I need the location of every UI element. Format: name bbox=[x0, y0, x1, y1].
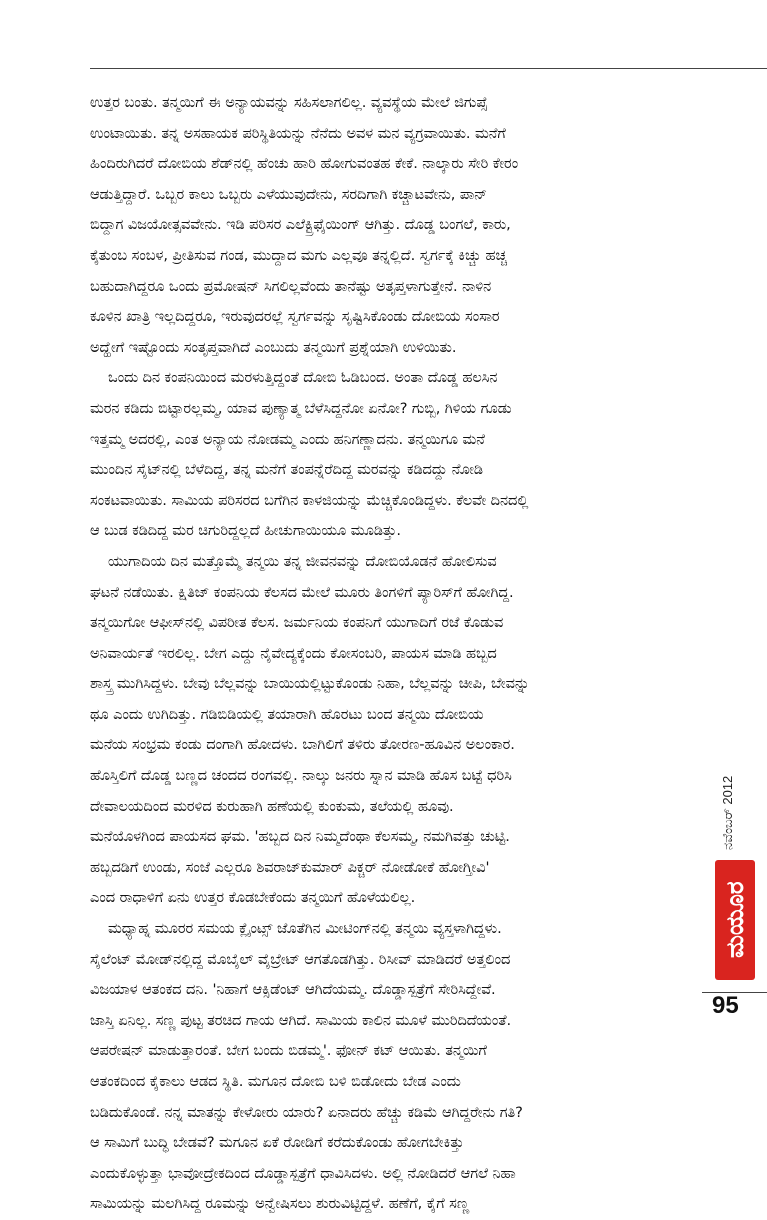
text-line: ಮರನ ಕಡಿದು ಬಿಟ್ಟಾರಲ್ಲಮ್ಮ, ಯಾವ ಪುಣ್ಯಾತ್ಮ ಬೆಳೆಸಿದ್ದನೋ ಏನೋ? ಗುಬ್ಬಿ, ಗಿಳಿಯ ಗೂಡು bbox=[90, 399, 512, 417]
text-line: ದೇವಾಲಯದಿಂದ ಮರಳಿದ ಕುರುಹಾಗಿ ಹಣೆಯಲ್ಲಿ ಕುಂಕುಮ, ತಲೆಯಲ್ಲಿ ಹೂವು. bbox=[90, 797, 454, 815]
sidebar-brand bbox=[715, 730, 755, 985]
text-line: ಉತ್ತರ ಬಂತು. ತನ್ಮಯಿಗೆ ಈ ಅನ್ಯಾಯವನ್ನು ಸಹಿಸಲಾಗಲಿಲ್ಲ. ವ್ಯವಸ್ಥೆಯ ಮೇಲೆ ಜಿಗುಪ್ಸೆ bbox=[90, 94, 488, 111]
text-line: ಬಹುದಾಗಿದ್ದರೂ ಒಂದು ಪ್ರಮೋಷನ್ ಸಿಗಲಿಲ್ಲವೆಂದು ತಾನೆಷ್ಟು ಅತೃಪ್ತಳಾಗುತ್ತೇನೆ. ನಾಳಿನ bbox=[90, 277, 492, 295]
text-line: ಥೂ ಎಂದು ಉಗಿದಿತ್ತು. ಗಡಿಬಿಡಿಯಲ್ಲಿ ತಯಾರಾಗಿ ಹೊರಟು ಬಂದ ತನ್ಮಯಿ ದೋಬಿಯ bbox=[90, 705, 484, 723]
text-line: ಆ ಬುಡ ಕಡಿದಿದ್ದ ಮರ ಚಿಗುರಿದ್ದಲ್ಲದೆ ಹೀಚುಗಾಯಿಯೂ ಮೂಡಿತ್ತು. bbox=[90, 522, 401, 540]
text-line: ಸೈಲೆಂಟ್ ಮೋಡ್‌ನಲ್ಲಿದ್ದ ಮೊಬೈಲ್ ವೈಬ್ರೇಟ್ ಆಗತೊಡಗಿತ್ತು. ರಿಸೀವ್ ಮಾಡಿದರೆ ಅತ್ತಲಿಂದ bbox=[90, 950, 511, 968]
text-line: ವಿಜಯಾಳ ಆತಂಕದ ದನಿ. 'ನಿಹಾಗೆ ಆಕ್ಸಿಡೆಂಟ್ ಆಗಿದೆಯಮ್ಮ. ದೊಡ್ಡಾಸ್ಪತ್ರೆಗೆ ಸೇರಿಸಿದ್ದೇವೆ. bbox=[90, 981, 496, 999]
text-line: ಜಾಸ್ತಿ ಏನಿಲ್ಲ. ಸಣ್ಣ ಪುಟ್ಟ ತರಚಿದ ಗಾಯ ಆಗಿದೆ. ಸಾಮಿಯ ಕಾಲಿನ ಮೂಳೆ ಮುರಿದಿದೆಯಂತೆ. bbox=[90, 1011, 512, 1029]
text-line: ಎಂದ ರಾಧಾಳಿಗೆ ಏನು ಉತ್ತರ ಕೊಡಬೇಕೆಂದು ತನ್ಮಯಿಗೆ ಹೊಳೆಯಲಿಲ್ಲ. bbox=[90, 889, 416, 907]
text-line: ಬಿದ್ದಾಗ ವಿಜಯೋತ್ಸವವೇನು. ಇಡಿ ಪರಿಸರ ಎಲೆಕ್ಟ್ರಿಫೈಯಿಂಗ್ ಆಗಿತ್ತು. ದೊಡ್ಡ ಬಂಗಲೆ, ಕಾರು, bbox=[90, 216, 511, 234]
text-line: ಮುಂದಿನ ಸೈಟ್‌ನಲ್ಲಿ ಬೆಳೆದಿದ್ದ, ತನ್ನ ಮನೆಗೆ ತಂಪನ್ನೆರೆದಿದ್ದ ಮರವನ್ನು ಕಡಿದದ್ದು ನೋಡಿ bbox=[90, 461, 483, 479]
text-line: ಕೂಳಿನ ಖಾತ್ರಿ ಇಲ್ಲದಿದ್ದರೂ, ಇರುವುದರಲ್ಲೆ ಸ್ವರ್ಗವನ್ನು ಸೃಷ್ಟಿಸಿಕೊಂಡು ದೋಬಿಯ ಸಂಸಾರ bbox=[90, 308, 500, 326]
text-line: ಆಪರೇಷನ್ ಮಾಡುತ್ತಾರಂತೆ. ಬೇಗ ಬಂದು ಬಿಡಮ್ಮ'. ಫೋನ್ ಕಟ್ ಆಯಿತು. ತನ್ಮಯಿಗೆ bbox=[90, 1042, 487, 1060]
text-line: ಕೈತುಂಬ ಸಂಬಳ, ಪ್ರೀತಿಸುವ ಗಂಡ, ಮುದ್ದಾದ ಮಗು ಎಲ್ಲವೂ ತನ್ನಲ್ಲಿದೆ. ಸ್ವರ್ಗಕ್ಕೆ ಕಿಚ್ಚು ಹಚ್ಚ bbox=[90, 246, 507, 264]
text-line: ಮನೆಯ ಸಂಭ್ರಮ ಕಂಡು ದಂಗಾಗಿ ಹೋದಳು. ಬಾಗಿಲಿಗೆ ತಳಿರು ತೋರಣ-ಹೂವಿನ ಅಲಂಕಾರ. bbox=[90, 736, 515, 754]
text-line: ಹಿಂದಿರುಗಿದರೆ ದೋಬಿಯ ಶೆಡ್‌ನಲ್ಲಿ ಹೆಂಚು ಹಾರಿ ಹೋಗುವಂತಹ ಕೇಕೆ. ನಾಲ್ಕಾರು ಸೇರಿ ಕೇರಂ bbox=[90, 155, 519, 173]
text-line: ಯುಗಾದಿಯ ದಿನ ಮತ್ತೊಮ್ಮೆ ತನ್ಮಯಿ ತನ್ನ ಜೀವನವನ್ನು ದೋಬಿಯೊಡನೆ ಹೋಲಿಸುವ bbox=[108, 552, 497, 570]
text-line: ಆ ಸಾಮಿಗೆ ಬುದ್ಧಿ ಬೇಡವೆ? ಮಗೂನ ಏಕೆ ರೋಡಿಗೆ ಕರೆದುಕೊಂಡು ಹೋಗಬೇಕಿತ್ತು bbox=[90, 1134, 464, 1152]
top-rule bbox=[90, 68, 767, 69]
text-line: ಶಾಸ್ತ್ರ ಮುಗಿಸಿದ್ದಳು. ಬೇವು ಬೆಲ್ಲವನ್ನು ಬಾಯಿಯಲ್ಲಿಟ್ಟುಕೊಂಡು ನಿಹಾ, ಬೆಲ್ಲವನ್ನು ಚೀಪಿ, ಬೇವನ್ನು bbox=[90, 675, 530, 693]
text-line: ಆತಂಕದಿಂದ ಕೈಕಾಲು ಆಡದ ಸ್ಥಿತಿ. ಮಗೂನ ದೋಬಿ ಬಳಿ ಬಿಡೋದು ಬೇಡ ಎಂದು bbox=[90, 1073, 461, 1090]
magazine-logo: ಮಯೂರ bbox=[715, 860, 755, 980]
text-line: ಆಡುತ್ತಿದ್ದಾರೆ. ಒಬ್ಬರ ಕಾಲು ಒಬ್ಬರು ಎಳೆಯುವುದೇನು, ಸರದಿಗಾಗಿ ಕಚ್ಚಾಟವೇನು, ಪಾನ್ bbox=[90, 185, 488, 203]
issue-date: ನವೆಂಬರ್ 2012 bbox=[720, 775, 735, 850]
text-line: ಹಬ್ಬದಡಿಗೆ ಉಂಡು, ಸಂಜೆ ಎಲ್ಲರೂ ಶಿವರಾಜ್‌ಕುಮಾರ್ ಪಿಕ್ಚರ್ ನೋಡೋಕೆ ಹೋಗ್ತೀವಿ' bbox=[90, 858, 490, 876]
page-number: 95 bbox=[712, 992, 739, 1019]
text-line: ಅದ್ಹೇಗೆ ಇಷ್ಟೊಂದು ಸಂತೃಪ್ತವಾಗಿದೆ ಎಂಬುದು ತನ್ಮಯಿಗೆ ಪ್ರಶ್ನೆಯಾಗಿ ಉಳಿಯಿತು. bbox=[90, 338, 457, 356]
text-line: ಉಂಟಾಯಿತು. ತನ್ನ ಅಸಹಾಯಕ ಪರಿಸ್ಥಿತಿಯನ್ನು ನೆನೆದು ಅವಳ ಮನ ವ್ಯಗ್ರವಾಯಿತು. ಮನೆಗೆ bbox=[90, 124, 506, 142]
text-line: ಅನಿವಾರ್ಯತೆ ಇರಲಿಲ್ಲ. ಬೇಗ ಎದ್ದು ನೈವೇದ್ಯಕ್ಕೆಂದು ಕೋಸಂಬರಿ, ಪಾಯಸ ಮಾಡಿ ಹಬ್ಬದ bbox=[90, 644, 497, 662]
text-line: ಘಟನೆ ನಡೆಯಿತು. ಕ್ಷಿತಿಜ್ ಕಂಪನಿಯ ಕೆಲಸದ ಮೇಲೆ ಮೂರು ತಿಂಗಳಿಗೆ ಪ್ಯಾರಿಸ್‌ಗೆ ಹೋಗಿದ್ದ. bbox=[90, 583, 514, 601]
text-line: ಸಂಕಟವಾಯಿತು. ಸಾಮಿಯ ಪರಿಸರದ ಬಗೆಗಿನ ಕಾಳಜಿಯನ್ನು ಮೆಚ್ಚಿಕೊಂಡಿದ್ದಳು. ಕೆಲವೇ ದಿನದಲ್ಲಿ bbox=[90, 491, 529, 509]
text-line: ತನ್ಮಯಿಗೋ ಆಫೀಸ್‌ನಲ್ಲಿ ವಿಪರೀತ ಕೆಲಸ. ಜರ್ಮನಿಯ ಕಂಪನಿಗೆ ಯುಗಾದಿಗೆ ರಜೆ ಕೊಡುವ bbox=[90, 614, 504, 632]
text-line: ಮನೆಯೊಳಗಿಂದ ಪಾಯಸದ ಘಮ. 'ಹಬ್ಬದ ದಿನ ನಿಮ್ಮದೆಂಥಾ ಕೆಲಸಮ್ಮ, ನಮಗಿವತ್ತು ಚುಟ್ಟಿ. bbox=[90, 828, 510, 846]
text-line: ಹೊಸ್ತಿಲಿಗೆ ದೊಡ್ಡ ಬಣ್ಣದ ಚಂದದ ರಂಗವಲ್ಲಿ. ನಾಲ್ಕು ಜನರು ಸ್ನಾನ ಮಾಡಿ ಹೊಸ ಬಟ್ಟೆ ಧರಿಸಿ bbox=[90, 767, 512, 785]
text-line: ಒಂದು ದಿನ ಕಂಪನಿಯಿಂದ ಮರಳುತ್ತಿದ್ದಂತೆ ದೋಬಿ ಓಡಿಬಂದ. ಅಂತಾ ದೊಡ್ಡ ಹಲಸಿನ bbox=[108, 369, 498, 387]
text-line: ಸಾಮಿಯನ್ನು ಮಲಗಿಸಿದ್ದ ರೂಮನ್ನು ಅನ್ವೇಷಿಸಲು ಶುರುವಿಟ್ಟಿದ್ದಳೆ. ಹಣೆಗೆ, ಕೈಗೆ ಸಣ್ಣ bbox=[90, 1195, 470, 1213]
text-line: ಮಧ್ಯಾಹ್ನ ಮೂರರ ಸಮಯ ಕ್ಲೈಂಟ್ಸ್ ಜೊತೆಗಿನ ಮೀಟಿಂಗ್‌ನಲ್ಲಿ ತನ್ಮಯಿ ವ್ಯಸ್ತಳಾಗಿದ್ದಳು. bbox=[108, 920, 502, 938]
text-line: ಎಂದುಕೊಳ್ಳುತ್ತಾ ಭಾವೋದ್ರೇಕದಿಂದ ದೊಡ್ಡಾಸ್ಪತ್ರೆಗೆ ಧಾವಿಸಿದಳು. ಅಲ್ಲಿ ನೋಡಿದರೆ ಆಗಲೆ ನಿಹಾ bbox=[90, 1164, 516, 1182]
text-line: ಬಡಿದುಕೊಂಡೆ. ನನ್ನ ಮಾತನ್ನು ಕೇಳೋರು ಯಾರು? ಏನಾದರು ಹೆಚ್ಚು ಕಡಿಮೆ ಆಗಿದ್ದರೇನು ಗತಿ? bbox=[90, 1103, 523, 1121]
article-body bbox=[90, 88, 690, 1220]
text-line: ಇತ್ತಮ್ಮ ಅದರಲ್ಲಿ, ಎಂತ ಅನ್ಯಾಯ ನೋಡಮ್ಮ ಎಂದು ಹನಿಗಣ್ಣಾದನು. ತನ್ಮಯಿಗೂ ಮನೆ bbox=[90, 430, 485, 448]
